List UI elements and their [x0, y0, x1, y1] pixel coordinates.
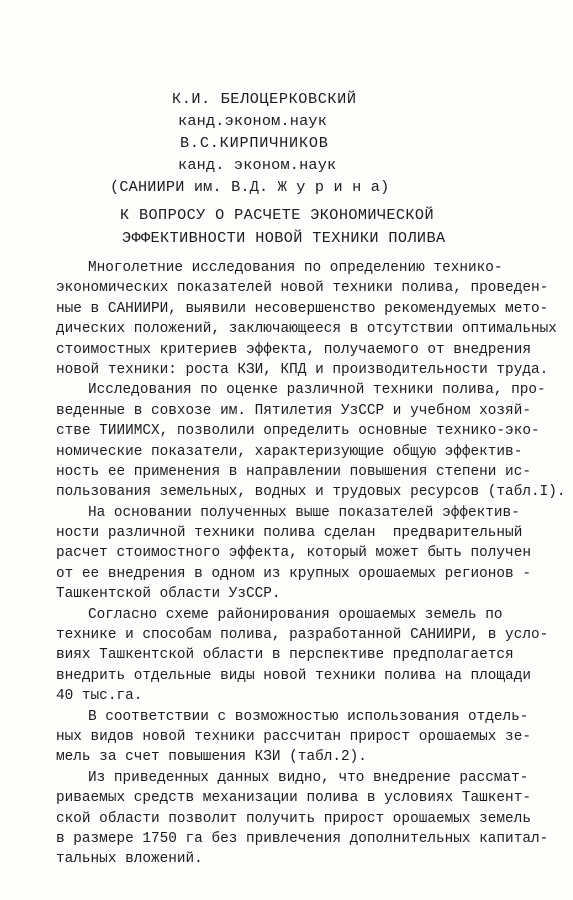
text-line: ных видов новой техники рассчитан прирост орошаемых зе-: [56, 728, 531, 745]
author-name: В.С.КИРПИЧНИКОВ: [180, 134, 329, 152]
text-line: ской области позволит получить прирост орошаемых земель: [56, 810, 531, 827]
title-line: К ВОПРОСУ О РАСЧЕТЕ ЭКОНОМИЧЕСКОЙ: [120, 206, 434, 224]
author-block: [110, 88, 530, 198]
text-line: ные в САНИИРИ, выявили несовершенство рекомендуемых мето-: [56, 300, 549, 317]
text-line: Многолетние исследования по определению технико-: [88, 260, 503, 276]
paragraph: [56, 380, 566, 502]
text-line: в размере 1750 га без привлечения дополнительных капитал-: [56, 830, 549, 847]
text-line: экономических показателей новой техники полива, проведен-: [56, 280, 549, 297]
text-line: стве ТИИИМСХ, позволили определить основные технико-эко-: [56, 423, 540, 440]
text-line: технике и способам полива, разработанной САНИИРИ, в усло-: [56, 627, 549, 644]
text-line: Согласно схеме районирования орошаемых земель по: [88, 606, 503, 623]
text-line: ности различной техники полива сделан предварительный: [56, 525, 523, 542]
text-line: В соответствии с возможностью использования отдель-: [88, 708, 529, 725]
paragraph: [56, 707, 536, 768]
text-line: Исследования по оценке различной техники полива, про-: [88, 382, 546, 399]
text-line: дических положений, заключающееся в отсутствии оптимальных: [56, 321, 557, 338]
paragraph: [56, 503, 536, 605]
paragraph: [56, 768, 549, 870]
paragraph: [56, 605, 549, 707]
text-line: На основании полученных выше показателей эффектив-: [88, 504, 520, 521]
text-line: Из приведенных данных видно, что внедрение рассмат-: [88, 769, 529, 786]
text-line: от ее внедрения в одном из крупных орошаемых регионов -: [56, 565, 531, 582]
article-title: [120, 204, 560, 250]
text-line: расчет стоимостного эффекта, который может быть получен: [56, 545, 531, 562]
text-line: виях Ташкентской области в перспективе предполагается: [56, 647, 514, 664]
paragraph: [56, 258, 557, 380]
text-line: мель за счет повышения КЗИ (табл.2).: [56, 749, 367, 766]
text-line: номические показатели, характеризующие общую эффектив-: [56, 443, 523, 460]
author-affiliation: (САНИИРИ им. В.Д. Ж у р и н а): [110, 178, 390, 196]
author-degree: канд.эконом.наук: [178, 112, 328, 130]
title-line: ЭФФЕКТИВНОСТИ НОВОЙ ТЕХНИКИ ПОЛИВА: [122, 229, 446, 247]
article-body: [56, 258, 566, 870]
text-line: пользования земельных, водных и трудовых ресурсов (табл.I).: [56, 484, 566, 501]
text-line: веденные в совхозе им. Пятилетия УзССР и учебном хозяй-: [56, 402, 531, 419]
text-line: стоимостных критериев эффекта, получаемого от внедрения: [56, 341, 531, 358]
text-line: Ташкентской области УзССР.: [56, 586, 281, 603]
text-line: риваемых средств механизации полива в условиях Ташкент-: [56, 790, 531, 807]
text-line: ность ее применения в направлении повышения степени ис-: [56, 463, 531, 480]
text-line: новой техники: роста КЗИ, КПД и производительности труда.: [56, 361, 549, 378]
text-line: внедрить отдельные виды новой техники полива на площади: [56, 667, 531, 684]
text-line: тальных вложений.: [56, 851, 203, 868]
author-degree: канд. эконом.наук: [178, 156, 337, 174]
text-line: 40 тыс.га.: [56, 688, 143, 705]
author-name: К.И. БЕЛОЦЕРКОВСКИЙ: [172, 90, 357, 108]
